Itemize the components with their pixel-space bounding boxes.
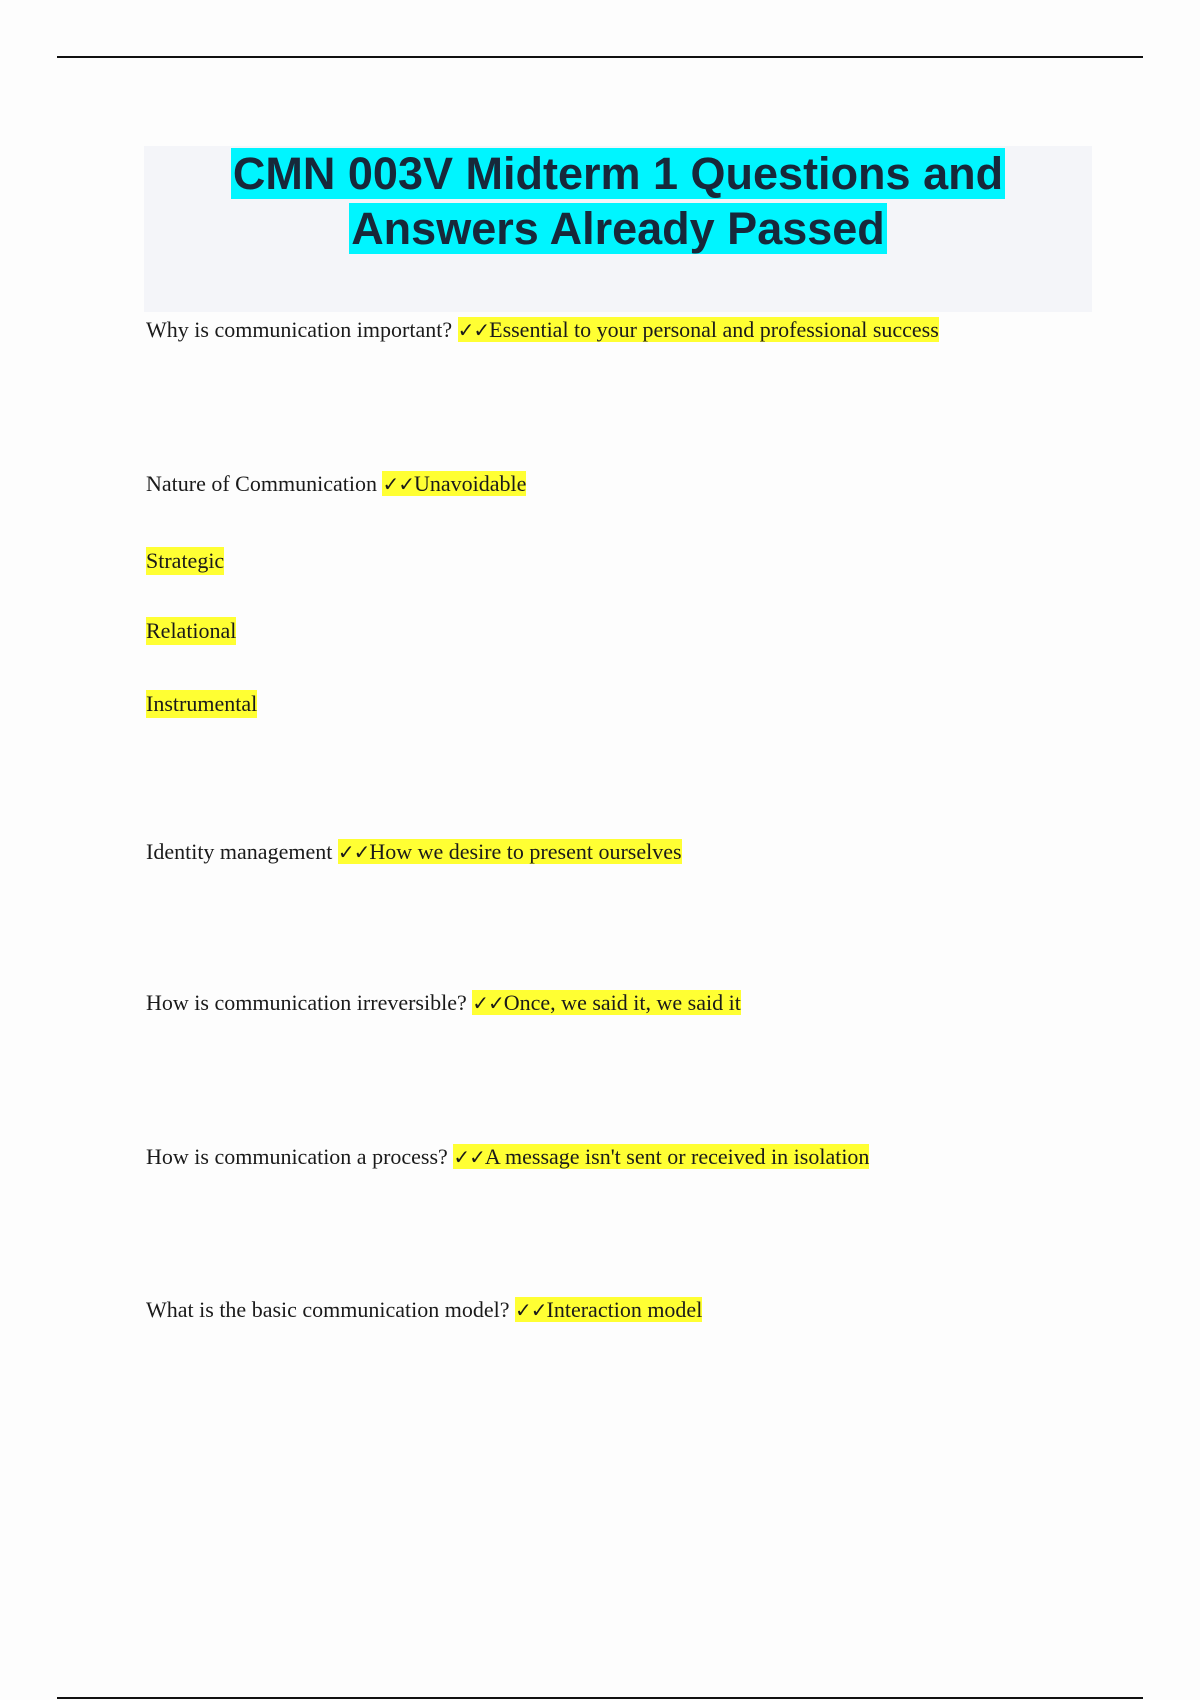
question-text: Nature of Communication	[146, 471, 377, 496]
answer-text: Once, we said it, we said it	[503, 990, 741, 1015]
question-text: Identity management	[146, 839, 333, 864]
title-line-1: CMN 003V Midterm 1 Questions and	[232, 148, 1004, 199]
question-text: How is communication a process?	[146, 1144, 448, 1169]
answer-highlight	[338, 839, 682, 864]
list-item: Strategic	[146, 548, 225, 573]
answer-highlight	[382, 471, 526, 496]
qa-item	[146, 989, 741, 1017]
question-text: What is the basic communication model?	[146, 1297, 510, 1322]
question-text: Why is communication important?	[146, 317, 453, 342]
double-check-icon: ✓✓	[515, 1298, 547, 1322]
answer-highlight	[515, 1297, 702, 1322]
question-text: How is communication irreversible?	[146, 990, 467, 1015]
answer-text: Unavoidable	[413, 471, 527, 496]
answer-highlight	[458, 317, 939, 342]
double-check-icon: ✓✓	[457, 318, 490, 342]
answer-text: Essential to your personal and professional success	[489, 317, 939, 342]
double-check-icon: ✓✓	[453, 1145, 485, 1169]
answer-highlight	[472, 990, 741, 1015]
page-title	[144, 146, 1092, 256]
answer-text: A message isn't sent or received in isolation	[484, 1144, 870, 1169]
qa-item	[146, 1296, 702, 1324]
qa-item	[146, 1143, 869, 1171]
qa-item	[146, 470, 526, 498]
answer-text: Interaction model	[546, 1297, 703, 1322]
qa-item	[146, 838, 682, 866]
qa-item	[146, 316, 939, 344]
answer-text: How we desire to present ourselves	[369, 839, 682, 864]
double-check-icon: ✓✓	[382, 472, 414, 496]
title-panel	[144, 146, 1092, 312]
bottom-rule	[57, 1697, 1143, 1699]
list-item: Instrumental	[146, 691, 258, 716]
title-line-2: Answers Already Passed	[351, 203, 885, 254]
answer-highlight	[453, 1144, 869, 1169]
top-rule	[57, 56, 1143, 58]
double-check-icon: ✓✓	[472, 991, 504, 1015]
list-item: Relational	[146, 618, 237, 643]
double-check-icon: ✓✓	[337, 840, 370, 864]
